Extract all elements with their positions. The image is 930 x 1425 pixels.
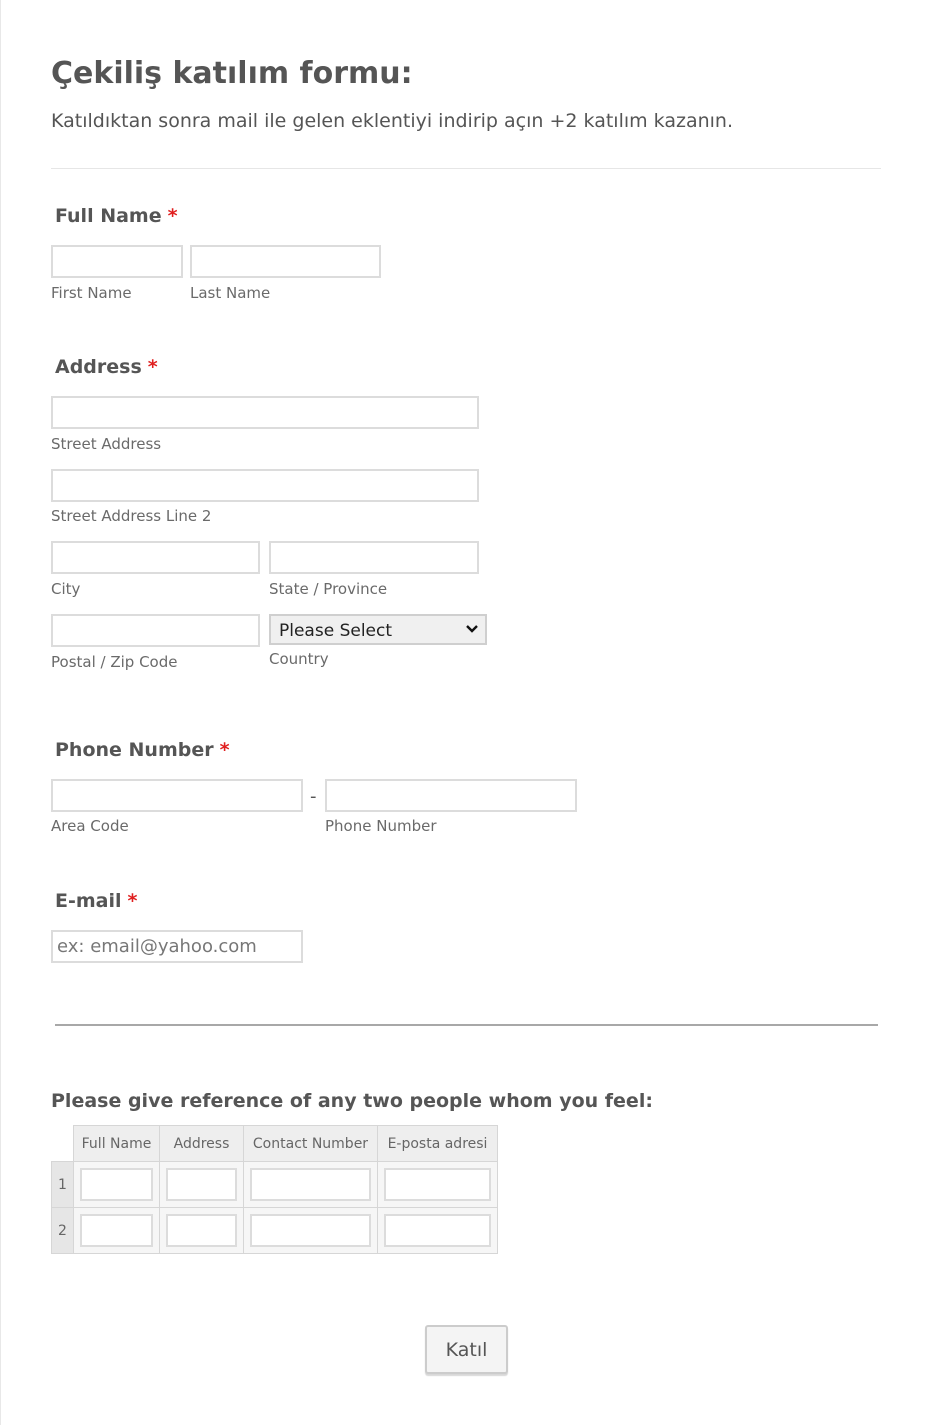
phone-label — [55, 739, 230, 761]
table-cell — [244, 1208, 378, 1254]
last-name-input[interactable] — [190, 245, 381, 278]
table-row — [52, 1208, 498, 1254]
table-cell — [244, 1162, 378, 1208]
column-header: Contact Number — [244, 1126, 378, 1162]
phone-number-input[interactable] — [325, 779, 577, 812]
ref-1-address-input[interactable] — [166, 1168, 237, 1201]
ref-2-address-input[interactable] — [166, 1214, 237, 1247]
ref-2-email-input[interactable] — [384, 1214, 491, 1247]
ref-1-contact-number-input[interactable] — [250, 1168, 371, 1201]
postal-code-input[interactable] — [51, 614, 260, 647]
phone-label-text: Phone Number — [55, 739, 214, 761]
email-label — [55, 890, 137, 912]
table-cell — [160, 1208, 244, 1254]
address-label — [55, 356, 158, 378]
last-name-sublabel: Last Name — [190, 284, 271, 302]
city-input[interactable] — [51, 541, 260, 574]
city-sublabel: City — [51, 580, 81, 598]
ref-2-contact-number-input[interactable] — [250, 1214, 371, 1247]
table-row — [52, 1162, 498, 1208]
row-header: 2 — [52, 1208, 74, 1254]
full-name-label-text: Full Name — [55, 205, 162, 227]
street-address-line2-input[interactable] — [51, 469, 479, 502]
column-header: E-posta adresi — [378, 1126, 498, 1162]
country-sublabel: Country — [269, 650, 329, 668]
table-cell — [74, 1162, 160, 1208]
country-select-value: Please Select — [279, 621, 393, 641]
area-code-sublabel: Area Code — [51, 817, 129, 835]
street-address-sublabel: Street Address — [51, 435, 162, 453]
full-name-label — [55, 205, 178, 227]
first-name-input[interactable] — [51, 245, 183, 278]
first-name-sublabel: First Name — [51, 284, 132, 302]
required-mark: * — [219, 739, 230, 761]
table-cell — [378, 1208, 498, 1254]
street-address-line2-sublabel: Street Address Line 2 — [51, 507, 212, 525]
header-divider — [51, 168, 881, 169]
ref-1-full-name-input[interactable] — [80, 1168, 153, 1201]
phone-separator: - — [310, 786, 317, 807]
required-mark: * — [167, 205, 178, 227]
table-corner — [52, 1126, 74, 1162]
table-cell — [74, 1208, 160, 1254]
required-mark: * — [127, 890, 138, 912]
submit-button[interactable]: Katıl — [425, 1325, 508, 1374]
form-subtitle: Katıldıktan sonra mail ile gelen eklentiyi indirip açın +2 katılım kazanın. — [51, 110, 734, 132]
area-code-input[interactable] — [51, 779, 303, 812]
required-mark: * — [147, 356, 158, 378]
column-header: Address — [160, 1126, 244, 1162]
email-input[interactable] — [51, 930, 303, 963]
table-cell — [378, 1162, 498, 1208]
phone-number-sublabel: Phone Number — [325, 817, 437, 835]
column-header: Full Name — [74, 1126, 160, 1162]
row-header: 1 — [52, 1162, 74, 1208]
country-select[interactable] — [269, 614, 487, 645]
postal-code-sublabel: Postal / Zip Code — [51, 653, 178, 671]
ref-2-full-name-input[interactable] — [80, 1214, 153, 1247]
references-table — [51, 1125, 498, 1254]
section-divider — [55, 1024, 878, 1026]
chevron-down-icon — [465, 619, 479, 643]
state-sublabel: State / Province — [269, 580, 388, 598]
email-label-text: E-mail — [55, 890, 122, 912]
references-label: Please give reference of any two people whom you feel: — [51, 1090, 653, 1112]
state-input[interactable] — [269, 541, 479, 574]
table-cell — [160, 1162, 244, 1208]
street-address-input[interactable] — [51, 396, 479, 429]
ref-1-email-input[interactable] — [384, 1168, 491, 1201]
address-label-text: Address — [55, 356, 142, 378]
form-title: Çekiliş katılım formu: — [51, 56, 413, 91]
